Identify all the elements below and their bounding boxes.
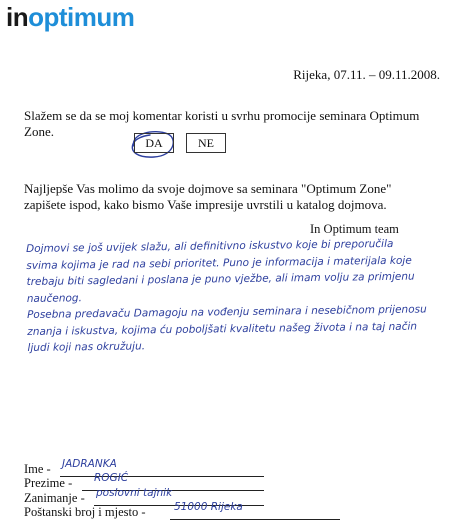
in-optimum-logo bbox=[6, 2, 134, 32]
name-field bbox=[24, 458, 117, 477]
name-value[interactable]: JADRANKA bbox=[62, 458, 117, 470]
comment-paragraph: Posebna predavaču Damagoju na vođenju seminara i nesebičnom prijenosu znanja i iskustva, kojima ću poboljšati kvalitetu našeg života i na taj način ljudi koji nas okružuju. bbox=[26, 303, 427, 354]
comment-paragraph: Dojmovi se još uvijek slažu, ali definitivno iskustvo koje bi preporučila svima kojima je rad na sebi prioritet. Puno je informacija i materijala koje trebaju biti sagledani i poslana je puno vježbe, ali imam volju za primjenu naučenog. bbox=[26, 237, 415, 305]
place-and-date: Rijeka, 07.11. – 09.11.2008. bbox=[293, 67, 440, 82]
postal-field bbox=[24, 501, 243, 520]
occupation-field bbox=[24, 487, 173, 506]
name-underline bbox=[60, 476, 264, 477]
logo-prefix: in bbox=[6, 2, 29, 32]
surname-field bbox=[24, 472, 129, 491]
surname-value[interactable]: ROGIĆ bbox=[94, 472, 129, 484]
team-signature: In Optimum team bbox=[310, 222, 399, 236]
postal-label: Poštanski broj i mjesto - bbox=[24, 505, 146, 519]
occupation-label: Zanimanje - bbox=[24, 491, 85, 505]
postal-value[interactable]: 51000 Rijeka bbox=[174, 501, 243, 513]
occupation-value[interactable]: poslovni tajnik bbox=[96, 487, 173, 499]
handwritten-comment bbox=[26, 235, 428, 356]
consent-statement: Slažem se da se moj komentar koristi u svrhu promocije seminara Optimum Zone. bbox=[24, 108, 420, 139]
request-text: Najljepše Vas molimo da svoje dojmove sa seminara "Optimum Zone" zapišete ispod, kako bismo Vaše impresije uvrstili u katalog dojmova. bbox=[24, 181, 392, 212]
consent-no-box[interactable]: NE bbox=[186, 133, 226, 153]
consent-yes-box[interactable]: DA bbox=[134, 133, 174, 153]
surname-label: Prezime - bbox=[24, 476, 73, 490]
name-label: Ime - bbox=[24, 462, 51, 476]
logo-brand: optimum bbox=[28, 2, 135, 32]
